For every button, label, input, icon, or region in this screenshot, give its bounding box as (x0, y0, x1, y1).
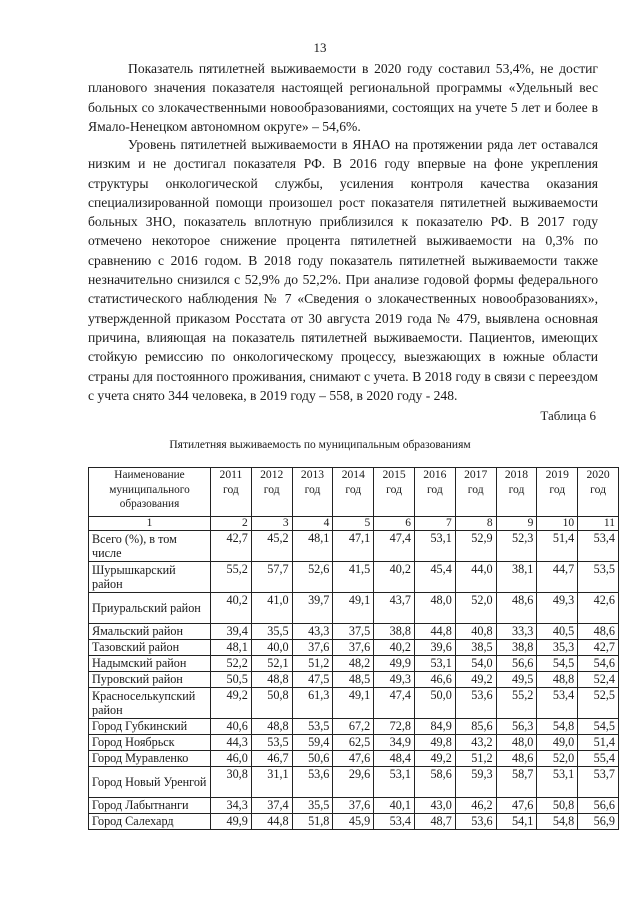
survival-value: 43,2 (455, 735, 496, 751)
municipality-name: Красноселькупский район (89, 688, 211, 719)
survival-value: 52,0 (455, 593, 496, 624)
survival-value: 50,8 (251, 688, 292, 719)
column-header-year: 2012 год (251, 468, 292, 517)
survival-value: 44,8 (251, 814, 292, 830)
column-header-year: 2011 год (211, 468, 252, 517)
survival-value: 50,0 (414, 688, 455, 719)
survival-value: 40,6 (211, 719, 252, 735)
survival-value: 52,5 (578, 688, 619, 719)
survival-value: 40,0 (251, 640, 292, 656)
survival-value: 49,2 (414, 751, 455, 767)
survival-value: 67,2 (333, 719, 374, 735)
survival-value: 54,8 (537, 719, 578, 735)
survival-value: 30,8 (211, 767, 252, 798)
table-row (89, 640, 619, 656)
survival-value: 52,1 (251, 656, 292, 672)
column-number: 2 (211, 517, 252, 531)
survival-value: 44,8 (414, 624, 455, 640)
table-row (89, 798, 619, 814)
survival-value: 45,9 (333, 814, 374, 830)
survival-value: 47,4 (374, 688, 415, 719)
survival-value: 47,1 (333, 531, 374, 562)
survival-value: 52,9 (455, 531, 496, 562)
table-row (89, 562, 619, 593)
table-row (89, 719, 619, 735)
survival-value: 53,5 (578, 562, 619, 593)
municipality-name: Надымский район (89, 656, 211, 672)
survival-value: 52,0 (537, 751, 578, 767)
survival-value: 35,5 (251, 624, 292, 640)
survival-value: 39,6 (414, 640, 455, 656)
survival-value: 49,9 (374, 656, 415, 672)
table-row (89, 593, 619, 624)
survival-value: 54,1 (496, 814, 537, 830)
column-header-year: 2016 год (414, 468, 455, 517)
survival-value: 51,4 (537, 531, 578, 562)
municipality-name: Шурышкарский район (89, 562, 211, 593)
survival-value: 51,2 (292, 656, 333, 672)
survival-value: 42,7 (578, 640, 619, 656)
survival-value: 33,3 (496, 624, 537, 640)
survival-value: 46,6 (414, 672, 455, 688)
table-row (89, 814, 619, 830)
survival-value: 51,2 (455, 751, 496, 767)
survival-value: 48,7 (414, 814, 455, 830)
survival-value: 48,2 (333, 656, 374, 672)
municipality-name: Всего (%), в том числе (89, 531, 211, 562)
municipality-name: Город Муравленко (89, 751, 211, 767)
municipality-name: Город Ноябрьск (89, 735, 211, 751)
survival-value: 38,1 (496, 562, 537, 593)
table-row (89, 656, 619, 672)
column-header-year: 2017 год (455, 468, 496, 517)
table-row (89, 624, 619, 640)
survival-value: 59,4 (292, 735, 333, 751)
survival-value: 53,7 (578, 767, 619, 798)
survival-table (88, 467, 619, 830)
survival-value: 48,4 (374, 751, 415, 767)
survival-value: 53,4 (374, 814, 415, 830)
survival-value: 53,5 (292, 719, 333, 735)
survival-value: 53,5 (251, 735, 292, 751)
survival-value: 61,3 (292, 688, 333, 719)
survival-value: 41,0 (251, 593, 292, 624)
survival-value: 42,7 (211, 531, 252, 562)
paragraph-1: Показатель пятилетней выживаемости в 2020 году составил 53,4%, не достиг планового значения показателя настоящей региональной программы «Удельный вес больных со злокачественными новообразованиями, состоящих на учете 5 лет и более в Ямало-Ненецком автономном округе» – 54,6%. (88, 61, 598, 134)
survival-value: 84,9 (414, 719, 455, 735)
survival-value: 49,9 (211, 814, 252, 830)
survival-value: 54,5 (578, 719, 619, 735)
survival-value: 38,5 (455, 640, 496, 656)
municipality-name: Пуровский район (89, 672, 211, 688)
survival-value: 72,8 (374, 719, 415, 735)
table-label: Таблица 6 (540, 408, 596, 423)
survival-value: 48,8 (537, 672, 578, 688)
survival-value: 56,6 (578, 798, 619, 814)
survival-value: 34,3 (211, 798, 252, 814)
column-header-year: 2018 год (496, 468, 537, 517)
survival-value: 55,4 (578, 751, 619, 767)
survival-value: 37,6 (292, 640, 333, 656)
survival-value: 47,5 (292, 672, 333, 688)
survival-value: 39,4 (211, 624, 252, 640)
survival-value: 54,5 (537, 656, 578, 672)
survival-value: 40,1 (374, 798, 415, 814)
survival-value: 49,3 (537, 593, 578, 624)
survival-value: 56,3 (496, 719, 537, 735)
survival-value: 57,7 (251, 562, 292, 593)
survival-value: 49,8 (414, 735, 455, 751)
survival-value: 48,1 (292, 531, 333, 562)
municipality-name: Город Новый Уренгой (89, 767, 211, 798)
survival-value: 40,2 (374, 640, 415, 656)
survival-value: 39,7 (292, 593, 333, 624)
survival-value: 35,5 (292, 798, 333, 814)
table-row (89, 688, 619, 719)
survival-value: 41,5 (333, 562, 374, 593)
survival-value: 50,6 (292, 751, 333, 767)
survival-value: 50,5 (211, 672, 252, 688)
survival-value: 37,5 (333, 624, 374, 640)
survival-value: 48,6 (496, 751, 537, 767)
survival-value: 51,8 (292, 814, 333, 830)
survival-value: 53,1 (374, 767, 415, 798)
column-number: 4 (292, 517, 333, 531)
survival-value: 53,6 (292, 767, 333, 798)
survival-value: 48,5 (333, 672, 374, 688)
survival-value: 43,0 (414, 798, 455, 814)
survival-value: 58,7 (496, 767, 537, 798)
municipality-name: Приуральский район (89, 593, 211, 624)
survival-value: 49,2 (455, 672, 496, 688)
column-header-year: 2020 год (578, 468, 619, 517)
paragraph-2: Уровень пятилетней выживаемости в ЯНАО на протяжении ряда лет оставался низким и не достигал показателя РФ. В 2016 году впервые на фоне укрепления структуры онкологической службы, усиления контроля качества оказания специализированной помощи произошел рост показателя пятилетней выживаемости больных ЗНО, показатель вплотную приблизился к показателю РФ. В 2017 году отмечено некоторое снижение процента пятилетней выживаемости на 0,3% по сравнению с 2016 годом. В 2018 году показатель пятилетней выживаемости также незначительно снизился с 52,9% до 52,2%. При анализе годовой формы федерального статистического наблюдения № 7 «Сведения о злокачественных новообразованиях», утвержденной приказом Росстата от 30 августа 2019 года № 479, выявлена основная причина, влияющая на показатель пятилетней выживаемости. Пациентов, имеющих стойкую ремиссию по онкологическому процессу, выезжающих в южные области страны для постоянного проживания, снимают с учета. В 2018 году в связи с переездом с учета снято 344 человека, в 2019 году – 558, в 2020 году - 248. (88, 137, 598, 403)
survival-value: 40,8 (455, 624, 496, 640)
survival-value: 55,2 (496, 688, 537, 719)
survival-value: 44,7 (537, 562, 578, 593)
survival-value: 37,6 (333, 640, 374, 656)
survival-value: 52,3 (496, 531, 537, 562)
table-row (89, 672, 619, 688)
survival-value: 38,8 (496, 640, 537, 656)
survival-value: 49,2 (211, 688, 252, 719)
column-header-year: 2013 год (292, 468, 333, 517)
column-number: 10 (537, 517, 578, 531)
survival-value: 62,5 (333, 735, 374, 751)
survival-value: 44,3 (211, 735, 252, 751)
survival-value: 31,1 (251, 767, 292, 798)
survival-value: 47,4 (374, 531, 415, 562)
survival-value: 40,5 (537, 624, 578, 640)
survival-value: 56,9 (578, 814, 619, 830)
column-header-name: Наименование муниципального образования (89, 468, 211, 517)
survival-value: 53,1 (414, 656, 455, 672)
survival-value: 49,3 (374, 672, 415, 688)
column-number: 11 (578, 517, 619, 531)
survival-value: 38,8 (374, 624, 415, 640)
survival-value: 54,6 (578, 656, 619, 672)
survival-value: 58,6 (414, 767, 455, 798)
column-number: 8 (455, 517, 496, 531)
header-row (89, 468, 619, 517)
survival-value: 37,4 (251, 798, 292, 814)
survival-value: 52,4 (578, 672, 619, 688)
column-header-year: 2019 год (537, 468, 578, 517)
column-number: 5 (333, 517, 374, 531)
survival-value: 46,0 (211, 751, 252, 767)
survival-value: 48,8 (251, 672, 292, 688)
survival-value: 48,0 (414, 593, 455, 624)
survival-value: 50,8 (537, 798, 578, 814)
municipality-name: Город Лабытнанги (89, 798, 211, 814)
survival-value: 53,4 (578, 531, 619, 562)
survival-value: 52,6 (292, 562, 333, 593)
survival-value: 48,6 (496, 593, 537, 624)
survival-value: 46,7 (251, 751, 292, 767)
survival-value: 35,3 (537, 640, 578, 656)
table-row (89, 735, 619, 751)
municipality-name: Ямальский район (89, 624, 211, 640)
survival-value: 45,4 (414, 562, 455, 593)
survival-value: 49,5 (496, 672, 537, 688)
survival-value: 53,6 (455, 688, 496, 719)
survival-value: 48,8 (251, 719, 292, 735)
survival-value: 56,6 (496, 656, 537, 672)
survival-value: 59,3 (455, 767, 496, 798)
table-caption: Пятилетняя выживаемость по муниципальным образованиям (169, 439, 471, 451)
survival-value: 49,1 (333, 593, 374, 624)
survival-value: 53,4 (537, 688, 578, 719)
survival-value: 85,6 (455, 719, 496, 735)
survival-value: 49,1 (333, 688, 374, 719)
survival-value: 51,4 (578, 735, 619, 751)
survival-value: 40,2 (211, 593, 252, 624)
survival-value: 40,2 (374, 562, 415, 593)
column-header-year: 2015 год (374, 468, 415, 517)
survival-value: 54,8 (537, 814, 578, 830)
column-number-row (89, 517, 619, 531)
survival-value: 43,7 (374, 593, 415, 624)
column-number: 6 (374, 517, 415, 531)
survival-value: 47,6 (496, 798, 537, 814)
survival-value: 48,6 (578, 624, 619, 640)
survival-value: 47,6 (333, 751, 374, 767)
survival-value: 42,6 (578, 593, 619, 624)
column-header-year: 2014 год (333, 468, 374, 517)
survival-value: 46,2 (455, 798, 496, 814)
survival-value: 34,9 (374, 735, 415, 751)
survival-value: 48,0 (496, 735, 537, 751)
survival-value: 45,2 (251, 531, 292, 562)
survival-value: 29,6 (333, 767, 374, 798)
municipality-name: Тазовский район (89, 640, 211, 656)
table-row (89, 767, 619, 798)
survival-value: 43,3 (292, 624, 333, 640)
survival-value: 37,6 (333, 798, 374, 814)
column-number: 9 (496, 517, 537, 531)
survival-value: 53,1 (414, 531, 455, 562)
survival-value: 52,2 (211, 656, 252, 672)
survival-value: 54,0 (455, 656, 496, 672)
table-row (89, 751, 619, 767)
page-number: 13 (313, 40, 327, 55)
survival-value: 48,1 (211, 640, 252, 656)
survival-value: 53,6 (455, 814, 496, 830)
survival-value: 49,0 (537, 735, 578, 751)
survival-value: 44,0 (455, 562, 496, 593)
table-row (89, 531, 619, 562)
column-number: 3 (251, 517, 292, 531)
survival-value: 53,1 (537, 767, 578, 798)
municipality-name: Город Губкинский (89, 719, 211, 735)
municipality-name: Город Салехард (89, 814, 211, 830)
survival-value: 55,2 (211, 562, 252, 593)
column-number: 7 (414, 517, 455, 531)
column-number: 1 (89, 517, 211, 531)
